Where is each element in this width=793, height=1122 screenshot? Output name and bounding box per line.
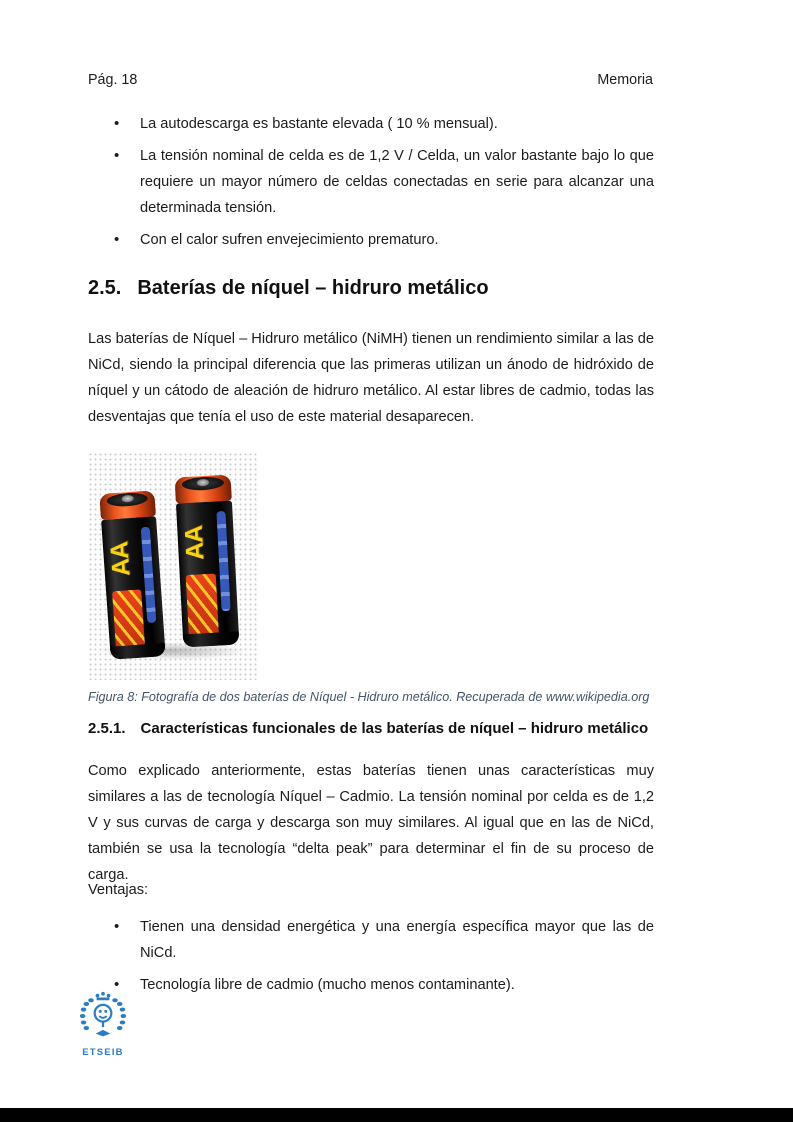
- section-title: Baterías de níquel – hidruro metálico: [137, 277, 489, 299]
- battery-brand-stripe: [141, 527, 157, 623]
- battery-illustration-right: [175, 475, 240, 648]
- subsection-heading: [88, 720, 708, 737]
- figure-image-batteries: [88, 452, 258, 680]
- battery-body: [101, 516, 166, 659]
- etseib-logo-text: ETSEIB: [82, 1047, 124, 1058]
- university-emblem-icon: [73, 991, 133, 1041]
- battery-label-band: [186, 574, 219, 639]
- page-header: [88, 72, 653, 88]
- section-heading: [88, 277, 688, 300]
- bullet-list-disadvantages: [88, 111, 654, 259]
- battery-brand-stripe: [216, 511, 230, 611]
- battery-illustration-left: [99, 490, 165, 659]
- section-number: 2.5.: [88, 277, 122, 299]
- battery-cap: [99, 490, 156, 520]
- bullet-list-advantages: [88, 914, 654, 1004]
- list-item: • Con el calor sufren envejecimiento prematuro.: [88, 227, 654, 253]
- battery-size-label: AA: [179, 525, 210, 561]
- figure-caption: Figura 8: Fotografía de dos baterías de Níquel - Hidruro metálico. Recuperada de www.wikipedia.org: [88, 690, 650, 704]
- battery-body: [176, 501, 239, 648]
- page-number: Pág. 18: [88, 72, 138, 88]
- paragraph: Como explicado anteriormente, estas baterías tienen unas características muy similares a las de tecnología Níquel – Cadmio. La tensión nominal por celda es de 1,2 V y sus curvas de carga y descarga son muy similares. Al igual que en las de NiCd, también se usa la tecnología “delta peak” para determinar el fin de su proceso de carga.: [88, 763, 654, 883]
- list-item: • Tecnología libre de cadmio (mucho menos contaminante).: [88, 972, 654, 998]
- ventajas-label: Ventajas:: [88, 882, 149, 898]
- header-doc-title: Memoria: [597, 72, 653, 88]
- subsection-number: 2.5.1.: [88, 720, 126, 737]
- list-item: • La tensión nominal de celda es de 1,2 V / Celda, un valor bastante bajo lo que requiere un mayor número de celdas conectadas en serie para alcanzar una determinada tensión.: [88, 143, 654, 221]
- bottom-black-bar: [0, 1108, 793, 1122]
- paragraph: Las baterías de Níquel – Hidruro metálico (NiMH) tienen un rendimiento similar a las de NiCd, siendo la principal diferencia que las primeras utilizan un ánodo de hidróxido de níquel y un cátodo de aleación de hidruro metálico. Al estar libres de cadmio, todas las desventajas que tenía el uso de este material desaparecen.: [88, 331, 654, 425]
- list-item: • Tienen una densidad energética y una energía específica mayor que las de NiCd.: [88, 914, 654, 966]
- subsection-title: Características funcionales de las baterías de níquel – hidruro metálico: [140, 720, 649, 737]
- list-item: • La autodescarga es bastante elevada ( 10 % mensual).: [88, 111, 654, 137]
- battery-size-label: AA: [105, 541, 136, 578]
- etseib-logo: [70, 991, 136, 1058]
- battery-cap: [175, 475, 232, 504]
